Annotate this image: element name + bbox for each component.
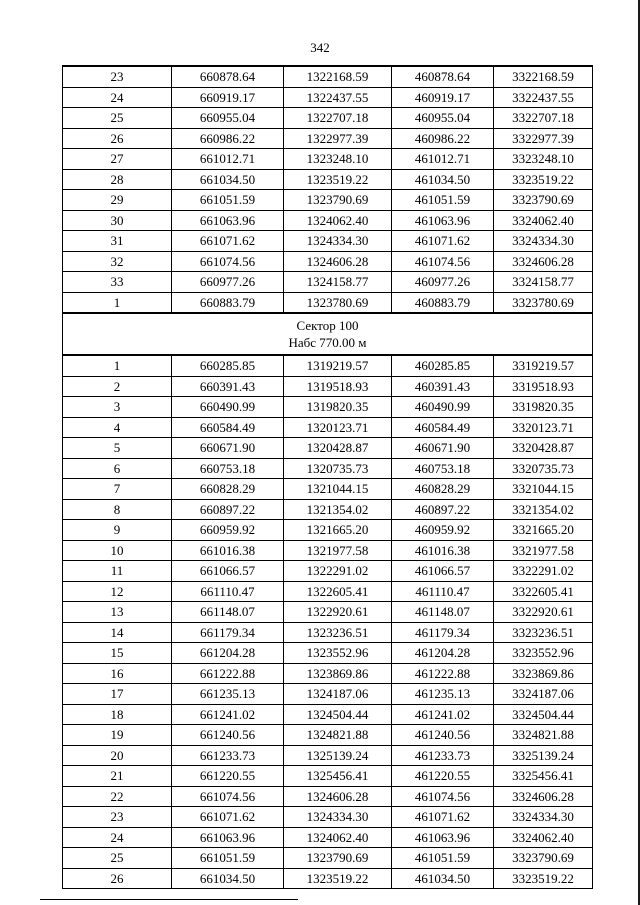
table-cell: 1323869.86 [284,663,392,684]
table-cell: 19 [63,725,172,746]
table-cell: 461235.13 [392,684,494,705]
table-cell: 1323552.96 [284,643,392,664]
table-row [63,602,593,623]
table-row [63,108,593,129]
table-cell: 461051.59 [392,848,494,869]
table-cell: 1322920.61 [284,602,392,623]
table-cell: 460584.49 [392,417,494,438]
table-cell: 660490.99 [172,397,284,418]
table-cell: 3324334.30 [494,231,593,252]
table-block-1 [63,66,593,313]
table-cell: 3321665.20 [494,520,593,541]
footer-rule [40,899,298,900]
table-cell: 3319820.35 [494,397,593,418]
table-cell: 1 [63,355,172,376]
table-cell: 661233.73 [172,745,284,766]
table-cell: 1321665.20 [284,520,392,541]
section-subtitle: Набс 770.00 м [288,335,367,350]
table-cell: 3325456.41 [494,766,593,787]
table-cell: 3323519.22 [494,169,593,190]
table-row [63,868,593,889]
table-row [63,663,593,684]
table-cell: 460391.43 [392,376,494,397]
table-cell: 461220.55 [392,766,494,787]
table-row [63,520,593,541]
table-cell: 31 [63,231,172,252]
table-cell: 30 [63,210,172,231]
table-cell: 661240.56 [172,725,284,746]
table-cell: 660919.17 [172,87,284,108]
table-cell: 1325456.41 [284,766,392,787]
table-cell: 660959.92 [172,520,284,541]
table-cell: 9 [63,520,172,541]
table-cell: 3320735.73 [494,458,593,479]
table-cell: 660897.22 [172,499,284,520]
table-cell: 661110.47 [172,581,284,602]
table-cell: 461071.62 [392,807,494,828]
table-cell: 3322605.41 [494,581,593,602]
table-row [63,87,593,108]
table-row [63,128,593,149]
table-cell: 1319820.35 [284,397,392,418]
table-cell: 27 [63,149,172,170]
table-cell: 661063.96 [172,210,284,231]
section-header-block [63,313,593,355]
table-cell: 2 [63,376,172,397]
table-cell: 661012.71 [172,149,284,170]
table-row [63,643,593,664]
table-cell: 1324187.06 [284,684,392,705]
table-cell: 3323248.10 [494,149,593,170]
table-cell: 461110.47 [392,581,494,602]
table-cell: 461179.34 [392,622,494,643]
table-cell: 3322168.59 [494,66,593,87]
table-row [63,292,593,313]
table-cell: 461240.56 [392,725,494,746]
table-cell: 1323519.22 [284,868,392,889]
table-cell: 23 [63,66,172,87]
table-cell: 3319518.93 [494,376,593,397]
table-cell: 3321977.58 [494,540,593,561]
table-cell: 22 [63,786,172,807]
table-cell: 461034.50 [392,868,494,889]
table-cell: 7 [63,479,172,500]
table-cell: 3322437.55 [494,87,593,108]
table-cell: 660753.18 [172,458,284,479]
table-cell: 1324062.40 [284,827,392,848]
table-cell: 1322605.41 [284,581,392,602]
table-cell: 660878.64 [172,66,284,87]
table-cell: 460828.29 [392,479,494,500]
table-row [63,66,593,87]
table-cell: 5 [63,438,172,459]
table-cell: 3323790.69 [494,190,593,211]
table-cell: 461066.57 [392,561,494,582]
table-row [63,540,593,561]
table-cell: 3321354.02 [494,499,593,520]
table-cell: 1322977.39 [284,128,392,149]
table-cell: 8 [63,499,172,520]
table-cell: 32 [63,251,172,272]
table-cell: 14 [63,622,172,643]
table-cell: 1324606.28 [284,251,392,272]
table-cell: 1323248.10 [284,149,392,170]
table-cell: 661034.50 [172,868,284,889]
table-cell: 1323790.69 [284,190,392,211]
table-cell: 460878.64 [392,66,494,87]
table-row [63,786,593,807]
table-cell: 1321977.58 [284,540,392,561]
table-block-2 [63,355,593,889]
table-cell: 460897.22 [392,499,494,520]
table-cell: 461016.38 [392,540,494,561]
table-cell: 3323790.69 [494,848,593,869]
table-cell: 33 [63,272,172,293]
section-header-cell [63,313,593,355]
table-row [63,479,593,500]
table-cell: 1323780.69 [284,292,392,313]
table-row [63,149,593,170]
table-cell: 461012.71 [392,149,494,170]
table-cell: 3324504.44 [494,704,593,725]
table-cell: 661071.62 [172,231,284,252]
table-cell: 1319518.93 [284,376,392,397]
table-cell: 660955.04 [172,108,284,129]
table-cell: 25 [63,108,172,129]
table-cell: 661016.38 [172,540,284,561]
table-cell: 1320735.73 [284,458,392,479]
table-cell: 26 [63,868,172,889]
table-cell: 1321354.02 [284,499,392,520]
table-cell: 3323519.22 [494,868,593,889]
table-cell: 661034.50 [172,169,284,190]
table-cell: 1322291.02 [284,561,392,582]
table-cell: 660986.22 [172,128,284,149]
table-cell: 661241.02 [172,704,284,725]
table-cell: 3324062.40 [494,210,593,231]
table-cell: 16 [63,663,172,684]
table-cell: 17 [63,684,172,705]
table-row [63,190,593,211]
table-row [63,251,593,272]
table-cell: 3324334.30 [494,807,593,828]
table-row [63,210,593,231]
table-cell: 1324158.77 [284,272,392,293]
table-cell: 461222.88 [392,663,494,684]
table-cell: 3324187.06 [494,684,593,705]
table-cell: 661222.88 [172,663,284,684]
table-cell: 1324606.28 [284,786,392,807]
table-cell: 460919.17 [392,87,494,108]
table-cell: 461063.96 [392,210,494,231]
table-cell: 660391.43 [172,376,284,397]
table-cell: 461071.62 [392,231,494,252]
table-cell: 660883.79 [172,292,284,313]
table-cell: 20 [63,745,172,766]
table-cell: 1324821.88 [284,725,392,746]
table-cell: 461233.73 [392,745,494,766]
table-cell: 660285.85 [172,355,284,376]
table-cell: 661148.07 [172,602,284,623]
table-cell: 661220.55 [172,766,284,787]
table-row [63,807,593,828]
table-cell: 1323790.69 [284,848,392,869]
table-cell: 460977.26 [392,272,494,293]
table-row [63,725,593,746]
table-cell: 3321044.15 [494,479,593,500]
table-row [63,622,593,643]
table-cell: 25 [63,848,172,869]
table-row [63,704,593,725]
table-cell: 1320123.71 [284,417,392,438]
table-row [63,438,593,459]
table-row [63,272,593,293]
table-cell: 1324062.40 [284,210,392,231]
table-cell: 3319219.57 [494,355,593,376]
coordinates-table [62,65,593,889]
table-cell: 3324606.28 [494,251,593,272]
table-cell: 660977.26 [172,272,284,293]
table-cell: 3325139.24 [494,745,593,766]
table-cell: 460753.18 [392,458,494,479]
table-cell: 661051.59 [172,190,284,211]
table-cell: 460883.79 [392,292,494,313]
table-row [63,499,593,520]
table-cell: 461074.56 [392,786,494,807]
table-cell: 3322920.61 [494,602,593,623]
table-cell: 12 [63,581,172,602]
table-cell: 460671.90 [392,438,494,459]
table-cell: 460285.85 [392,355,494,376]
table-cell: 4 [63,417,172,438]
section-title: Сектор 100 [296,318,359,333]
table-cell: 3323780.69 [494,292,593,313]
table-cell: 13 [63,602,172,623]
table-cell: 661074.56 [172,251,284,272]
table-cell: 1320428.87 [284,438,392,459]
table-cell: 661235.13 [172,684,284,705]
table-cell: 24 [63,827,172,848]
table-cell: 15 [63,643,172,664]
table-cell: 3323552.96 [494,643,593,664]
page-number: 342 [310,40,330,55]
table-cell: 24 [63,87,172,108]
table-cell: 460959.92 [392,520,494,541]
table-cell: 3323236.51 [494,622,593,643]
table-cell: 461204.28 [392,643,494,664]
table-cell: 1324334.30 [284,807,392,828]
table-cell: 660584.49 [172,417,284,438]
table-cell: 460986.22 [392,128,494,149]
table-cell: 26 [63,128,172,149]
table-cell: 1324504.44 [284,704,392,725]
table-cell: 3324062.40 [494,827,593,848]
table-cell: 1319219.57 [284,355,392,376]
table-row [63,397,593,418]
table-row [63,766,593,787]
table-cell: 3322977.39 [494,128,593,149]
table-cell: 461051.59 [392,190,494,211]
table-row [63,827,593,848]
table-row [63,231,593,252]
table-cell: 28 [63,169,172,190]
table-cell: 461074.56 [392,251,494,272]
table-cell: 1322168.59 [284,66,392,87]
section-header-row [63,313,593,355]
table-cell: 3324821.88 [494,725,593,746]
table-row [63,581,593,602]
table-row [63,417,593,438]
table-cell: 18 [63,704,172,725]
table-cell: 1324334.30 [284,231,392,252]
table-cell: 6 [63,458,172,479]
table-cell: 23 [63,807,172,828]
table-cell: 3324158.77 [494,272,593,293]
table-row [63,561,593,582]
table-cell: 3322291.02 [494,561,593,582]
table-row [63,458,593,479]
table-cell: 461034.50 [392,169,494,190]
table-row [63,745,593,766]
table-cell: 1321044.15 [284,479,392,500]
table-cell: 661066.57 [172,561,284,582]
table-cell: 3322707.18 [494,108,593,129]
table-row [63,848,593,869]
table-cell: 660671.90 [172,438,284,459]
table-cell: 3324606.28 [494,786,593,807]
table-cell: 461241.02 [392,704,494,725]
table-cell: 661179.34 [172,622,284,643]
table-cell: 29 [63,190,172,211]
table-cell: 1323236.51 [284,622,392,643]
table-cell: 661204.28 [172,643,284,664]
table-row [63,169,593,190]
table-cell: 1322707.18 [284,108,392,129]
table-row [63,684,593,705]
table-cell: 3 [63,397,172,418]
table-row [63,355,593,376]
table-cell: 660828.29 [172,479,284,500]
table-cell: 661051.59 [172,848,284,869]
table-cell: 1 [63,292,172,313]
table-cell: 661063.96 [172,827,284,848]
table-row [63,376,593,397]
table-cell: 460490.99 [392,397,494,418]
table-cell: 1323519.22 [284,169,392,190]
table-cell: 460955.04 [392,108,494,129]
table-cell: 461063.96 [392,827,494,848]
table-cell: 11 [63,561,172,582]
table-cell: 461148.07 [392,602,494,623]
table-cell: 661074.56 [172,786,284,807]
table-cell: 21 [63,766,172,787]
table-cell: 1322437.55 [284,87,392,108]
table-cell: 10 [63,540,172,561]
table-cell: 661071.62 [172,807,284,828]
table-cell: 3320428.87 [494,438,593,459]
table-cell: 1325139.24 [284,745,392,766]
table-cell: 3320123.71 [494,417,593,438]
table-cell: 3323869.86 [494,663,593,684]
